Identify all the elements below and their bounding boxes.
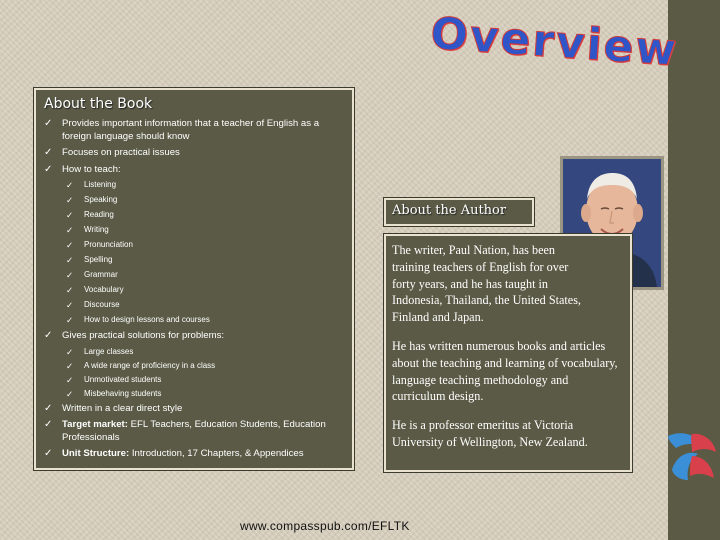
check-icon: ✓	[66, 285, 74, 295]
check-icon: ✓	[66, 180, 74, 190]
slide-title: Overview	[428, 8, 680, 77]
footer-url: www.compasspub.com/EFLTK	[240, 519, 410, 533]
check-icon: ✓	[66, 270, 74, 280]
about-author-heading-box	[384, 198, 534, 226]
check-icon: ✓	[66, 360, 74, 371]
author-paragraph: He is a professor emeritus at Victoria University of Wellington, New Zealand.	[392, 418, 588, 449]
book-feature-item: ✓ How to teach: ✓ Listening ✓ Speaking ✓ Reading ✓ Writing ✓ Pronunciation ✓ Spelling ✓ Grammar ✓ Vocabulary ✓ Discourse ✓ How to design lessons and courses	[44, 164, 344, 326]
book-feature-list	[44, 118, 344, 461]
book-feature-item: ✓ Written in a clear direct style	[44, 402, 183, 414]
check-icon: ✓	[44, 147, 53, 158]
book-feature-item: ✓ Gives practical solutions for problems: ✓ Large classes ✓ A wide range of proficiency in a class ✓ Unmotivated students ✓ Misbehaving students	[44, 330, 344, 399]
check-icon: ✓	[66, 210, 74, 220]
publisher-logo-icon	[662, 426, 720, 488]
about-book-heading: About the Book	[44, 96, 153, 112]
check-icon: ✓	[66, 346, 74, 357]
skill-item: ✓ Pronunciation	[66, 240, 133, 250]
check-icon: ✓	[66, 255, 74, 265]
check-icon: ✓	[44, 163, 53, 175]
skill-item: ✓ Reading	[66, 210, 114, 220]
skill-item: ✓ Speaking	[66, 195, 118, 205]
check-icon: ✓	[66, 315, 74, 325]
problem-item: ✓ Misbehaving students	[66, 388, 162, 399]
book-feature-item: ✓ Provides important information that a teacher of English as a foreign language should know	[44, 118, 320, 142]
author-paragraph: He has written numerous books and articles about the teaching and learning of vocabulary, language teaching methodology and curriculum design.	[392, 338, 618, 404]
check-icon: ✓	[44, 419, 53, 430]
skill-item: ✓ Vocabulary	[66, 285, 124, 295]
check-icon: ✓	[66, 300, 74, 310]
check-icon: ✓	[66, 195, 74, 205]
book-feature-item: ✓ Unit Structure: Introduction, 17 Chapters, & Appendices	[44, 448, 304, 459]
book-feature-item: ✓ Focuses on practical issues	[44, 147, 180, 158]
skill-item: ✓ Grammar	[66, 270, 118, 280]
skill-item: ✓ Discourse	[66, 300, 120, 310]
author-paragraph: The writer, Paul Nation, has been training teachers of English for over forty years, and he has taught in Indonesia, Thailand, the United States, Finland and Japan.	[392, 243, 581, 325]
check-icon: ✓	[44, 448, 53, 459]
check-icon: ✓	[66, 374, 74, 385]
skill-item: ✓ Writing	[66, 225, 109, 235]
check-icon: ✓	[44, 330, 53, 341]
check-icon: ✓	[66, 388, 74, 399]
about-author-heading: About the Author	[392, 203, 507, 218]
about-book-panel	[34, 88, 354, 470]
skill-item: ✓ How to design lessons and courses	[66, 315, 210, 325]
skill-item: ✓ Spelling	[66, 255, 113, 265]
skill-item: ✓ Listening	[66, 180, 117, 190]
check-icon: ✓	[44, 118, 53, 129]
problems-list	[66, 347, 344, 399]
problem-item: ✓ A wide range of proficiency in a class	[66, 360, 216, 371]
about-author-panel	[384, 234, 632, 472]
check-icon: ✓	[66, 225, 74, 235]
problem-item: ✓ Unmotivated students	[66, 374, 162, 385]
problem-item: ✓ Large classes	[66, 346, 134, 357]
check-icon: ✓	[66, 240, 74, 250]
book-feature-item: ✓ Target market: EFL Teachers, Education Students, Education Professionals	[44, 419, 326, 443]
check-icon: ✓	[44, 402, 53, 414]
how-to-teach-list	[66, 180, 344, 325]
